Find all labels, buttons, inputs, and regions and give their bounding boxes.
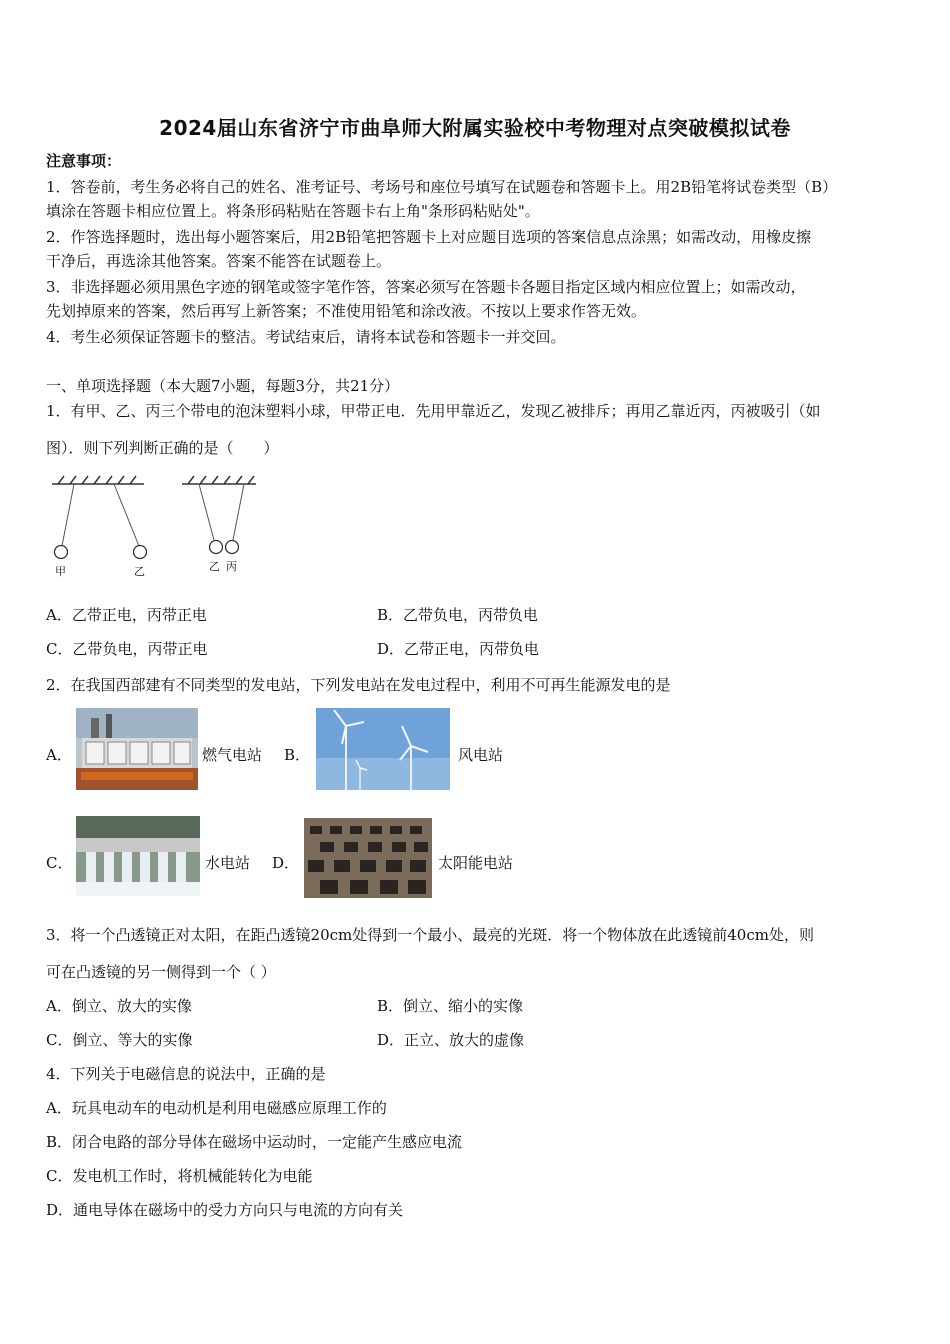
notice-line: 4．考生必须保证答题卡的整洁。考试结束后，请将本试卷和答题卡一并交回。 [46, 328, 566, 346]
q1-option-a[interactable]: A．乙带正电，丙带正电 [46, 606, 207, 624]
q3-stem-line2: 可在凸透镜的另一侧得到一个（ ） [46, 963, 276, 981]
notice-heading: 注意事项： [46, 152, 122, 170]
notice-line: 干净后，再选涂其他答案。答案不能答在试题卷上。 [46, 252, 392, 270]
q2-option-c-text[interactable]: 水电站 [205, 854, 251, 872]
q3-option-d[interactable]: D．正立、放大的虚像 [377, 1031, 525, 1049]
q4-stem: 4．下列关于电磁信息的说法中，正确的是 [46, 1065, 326, 1083]
q4-option-d[interactable]: D．通电导体在磁场中的受力方向只与电流的方向有关 [46, 1201, 404, 1219]
notice-line: 先划掉原来的答案，然后再写上新答案；不准使用铅笔和涂改液。不按以上要求作答无效。 [46, 302, 647, 320]
solar-power-station-photo [304, 818, 432, 898]
label-yi-right: 乙 [209, 560, 220, 573]
yi-thread-left [114, 484, 139, 546]
left-ceiling [52, 476, 144, 484]
hydro-power-station-photo [76, 816, 200, 896]
notice-line: 填涂在答题卡相应位置上。将条形码粘贴在答题卡右上角"条形码粘贴处"。 [46, 202, 540, 220]
yi-thread-right [199, 484, 214, 540]
q2-option-d-letter[interactable]: D． [272, 854, 300, 872]
q2-option-a-text[interactable]: 燃气电站 [202, 746, 263, 764]
yi-ball-right [210, 541, 223, 554]
label-jia: 甲 [55, 565, 66, 578]
q2-option-a-letter[interactable]: A． [46, 746, 72, 764]
jia-ball [55, 546, 68, 559]
q1-option-b[interactable]: B．乙带负电，丙带负电 [377, 606, 539, 624]
q1-option-d[interactable]: D．乙带正电，丙带负电 [377, 640, 540, 658]
q3-option-b[interactable]: B．倒立、缩小的实像 [377, 997, 524, 1015]
notice-line: 3．非选择题必须用黑色字迹的钢笔或签字笔作答，答案必须写在答题卡各题目指定区域内相应位置上；如需改动， [46, 278, 806, 296]
q3-option-c[interactable]: C．倒立、等大的实像 [46, 1031, 193, 1049]
bing-ball [226, 541, 239, 554]
jia-thread [62, 484, 74, 546]
gas-power-station-photo [76, 708, 198, 790]
section-heading: 一、单项选择题（本大题7小题，每题3分，共21分） [46, 377, 400, 395]
q1-stem-line1: 1．有甲、乙、丙三个带电的泡沫塑料小球，甲带正电．先用甲靠近乙，发现乙被排斥；再用乙靠近丙，丙被吸引（如 [46, 402, 821, 420]
q2-option-b-text[interactable]: 风电站 [458, 746, 504, 764]
right-ceiling [182, 476, 256, 484]
label-yi-left: 乙 [134, 565, 145, 578]
page-title: 2024届山东省济宁市曲阜师大附属实验校中考物理对点突破模拟试卷 [159, 116, 791, 140]
q4-option-a[interactable]: A．玩具电动车的电动机是利用电磁感应原理工作的 [46, 1099, 387, 1117]
q2-option-d-text[interactable]: 太阳能电站 [438, 854, 514, 872]
q2-option-b-letter[interactable]: B． [284, 746, 311, 764]
q2-option-c-letter[interactable]: C． [46, 854, 73, 872]
q1-option-c[interactable]: C．乙带负电，丙带正电 [46, 640, 208, 658]
q1-stem-line2: 图）．则下列判断正确的是（ ） [46, 439, 279, 457]
q3-stem-line1: 3．将一个凸透镜正对太阳，在距凸透镜20cm处得到一个最小、最亮的光斑．将一个物体放在此透镜前40cm处，则 [46, 926, 814, 944]
wind-power-station-photo [316, 708, 450, 790]
bing-thread [233, 484, 244, 540]
q4-option-b[interactable]: B．闭合电路的部分导体在磁场中运动时，一定能产生感应电流 [46, 1133, 463, 1151]
notice-line: 1．答卷前，考生务必将自己的姓名、准考证号、考场号和座位号填写在试题卷和答题卡上。用2B铅笔将试卷类型（B） [46, 178, 838, 196]
label-bing: 丙 [226, 560, 237, 573]
q2-stem: 2．在我国西部建有不同类型的发电站，下列发电站在发电过程中，利用不可再生能源发电的是 [46, 676, 671, 694]
q4-option-c[interactable]: C．发电机工作时，将机械能转化为电能 [46, 1167, 313, 1185]
notice-line: 2．作答选择题时，选出每小题答案后，用2B铅笔把答题卡上对应题目选项的答案信息点涂黑；如需改动，用橡皮擦 [46, 228, 812, 246]
q3-option-a[interactable]: A．倒立、放大的实像 [46, 997, 192, 1015]
yi-ball-left [134, 546, 147, 559]
